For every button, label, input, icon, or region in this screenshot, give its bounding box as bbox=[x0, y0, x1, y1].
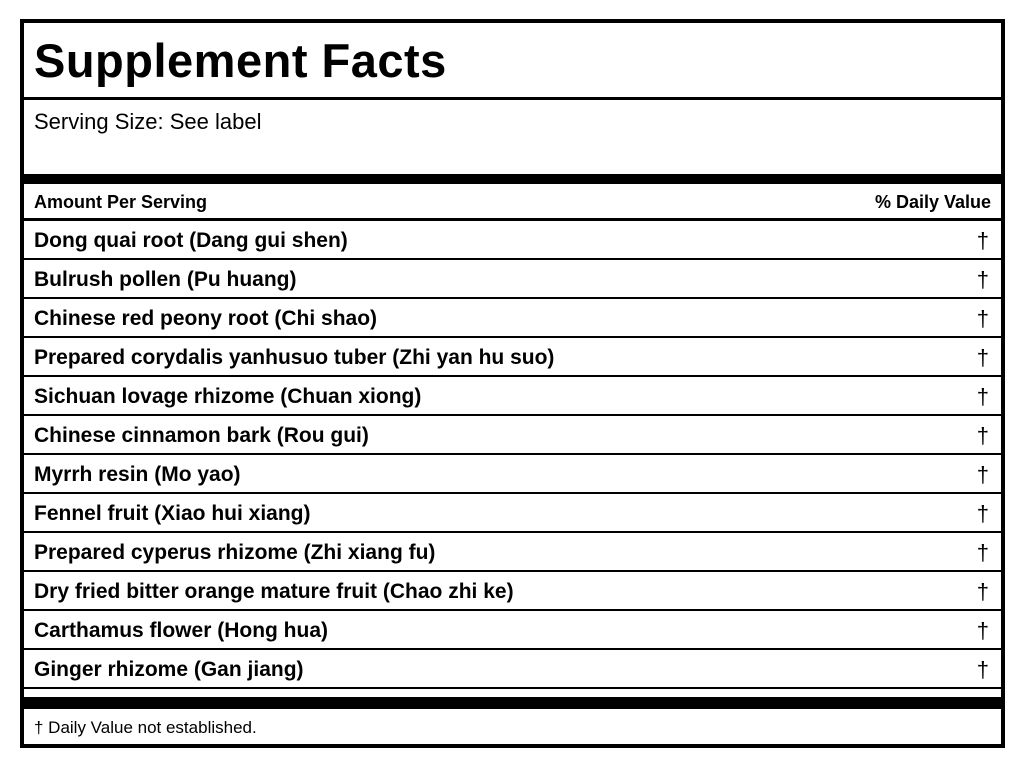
ingredient-row bbox=[24, 494, 1001, 533]
ingredient-name: Fennel fruit (Xiao hui xiang) bbox=[34, 502, 311, 525]
ingredient-name: Chinese cinnamon bark (Rou gui) bbox=[34, 424, 369, 447]
footnote: † Daily Value not established. bbox=[34, 718, 257, 737]
amount-per-serving-header: Amount Per Serving bbox=[34, 192, 208, 212]
ingredient-row bbox=[24, 572, 1001, 611]
ingredient-list bbox=[24, 221, 1001, 689]
ingredient-row bbox=[24, 533, 1001, 572]
serving-size: Serving Size: See label bbox=[34, 109, 262, 134]
serving-size-row bbox=[24, 100, 1001, 174]
ingredient-name: Chinese red peony root (Chi shao) bbox=[34, 307, 378, 330]
ingredient-name: Ginger rhizome (Gan jiang) bbox=[34, 658, 304, 681]
daily-value-dagger: † bbox=[976, 345, 989, 370]
ingredient-row bbox=[24, 338, 1001, 377]
thick-divider-top bbox=[24, 174, 1001, 184]
ingredient-row bbox=[24, 455, 1001, 494]
column-header-row bbox=[24, 184, 1001, 221]
daily-value-dagger: † bbox=[976, 423, 989, 448]
daily-value-dagger: † bbox=[976, 657, 989, 682]
daily-value-dagger: † bbox=[976, 384, 989, 409]
daily-value-dagger: † bbox=[976, 462, 989, 487]
daily-value-dagger: † bbox=[976, 618, 989, 643]
thick-divider-bottom bbox=[24, 697, 1001, 709]
ingredient-row bbox=[24, 611, 1001, 650]
ingredient-row bbox=[24, 377, 1001, 416]
ingredient-row bbox=[24, 221, 1001, 260]
supplement-facts-label bbox=[20, 19, 1005, 748]
daily-value-dagger: † bbox=[976, 306, 989, 331]
spacer-row bbox=[24, 689, 1001, 697]
ingredient-name: Sichuan lovage rhizome (Chuan xiong) bbox=[34, 385, 422, 408]
label-title: Supplement Facts bbox=[34, 34, 447, 87]
ingredient-row bbox=[24, 416, 1001, 455]
daily-value-dagger: † bbox=[976, 501, 989, 526]
ingredient-name: Dry fried bitter orange mature fruit (Chao zhi ke) bbox=[34, 580, 514, 603]
ingredient-name: Myrrh resin (Mo yao) bbox=[34, 463, 241, 486]
ingredient-name: Dong quai root (Dang gui shen) bbox=[34, 229, 348, 252]
ingredient-name: Prepared cyperus rhizome (Zhi xiang fu) bbox=[34, 541, 436, 564]
daily-value-header: % Daily Value bbox=[874, 192, 991, 212]
ingredient-row bbox=[24, 299, 1001, 338]
ingredient-name: Bulrush pollen (Pu huang) bbox=[34, 268, 297, 291]
ingredient-name: Carthamus flower (Hong hua) bbox=[34, 619, 329, 642]
daily-value-dagger: † bbox=[976, 267, 989, 292]
daily-value-dagger: † bbox=[976, 540, 989, 565]
ingredient-row bbox=[24, 650, 1001, 689]
ingredient-row bbox=[24, 260, 1001, 299]
daily-value-dagger: † bbox=[976, 228, 989, 253]
ingredient-name: Prepared corydalis yanhusuo tuber (Zhi yan hu suo) bbox=[34, 346, 555, 369]
title-row bbox=[24, 23, 1001, 100]
daily-value-dagger: † bbox=[976, 579, 989, 604]
